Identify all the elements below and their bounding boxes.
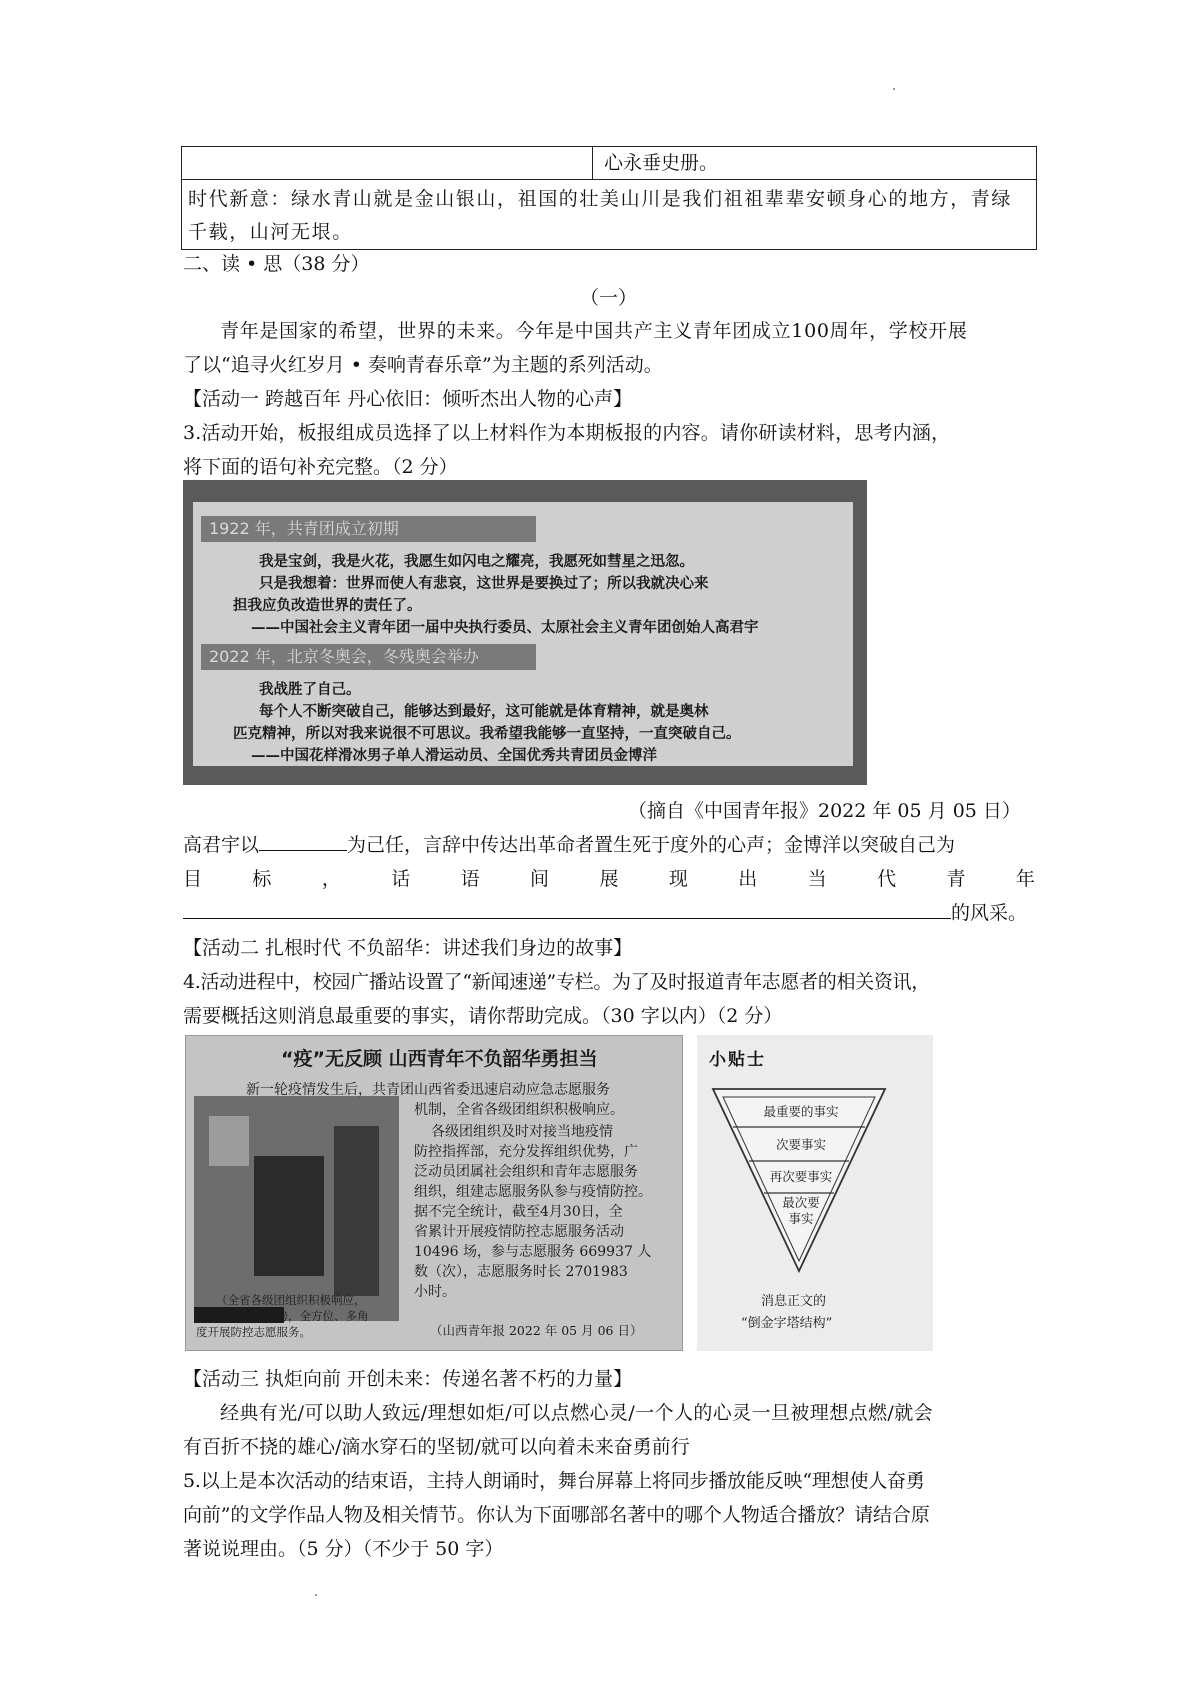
tip-badge: 小贴士	[709, 1050, 766, 1070]
poem-table	[181, 146, 1037, 250]
fill-line-spread	[183, 862, 1035, 896]
news-line: 防控指挥部，充分发挥组织优势，广	[414, 1144, 638, 1160]
fill-char: 当	[807, 868, 827, 890]
photo-region	[334, 1126, 379, 1296]
fill-char: 标	[252, 868, 272, 890]
news-line: 数（次），志愿服务时长 2701983	[414, 1264, 628, 1280]
citation: （摘自《中国青年报》2022 年 05 月 05 日）	[628, 800, 1021, 822]
table-rule	[182, 179, 1036, 180]
fill-char: 间	[530, 868, 550, 890]
table-row-text: 时代新意：绿水青山就是金山银山，祖国的壮美山川是我们祖祖辈辈安顿身心的地方，青绿千载，山河无垠。	[188, 188, 1013, 243]
table-divider	[592, 147, 593, 179]
fill-char: 目	[183, 868, 203, 890]
question-4-line: 4.活动进程中，校园广播站设置了“新闻速递”专栏。为了及时报道青年志愿者的相关资讯，	[183, 971, 930, 993]
fill-char: 代	[877, 868, 897, 890]
news-line: 10496 场，参与志愿服务 669937 人	[414, 1244, 652, 1260]
fill-char: 年	[1015, 868, 1035, 890]
intro-line: 了以“追寻火红岁月 • 奏响青春乐章”为主题的系列活动。	[183, 354, 663, 376]
news-line: 机制，全省各级团组织积极响应。	[414, 1102, 624, 1118]
pyramid-level: 事实	[788, 1211, 814, 1226]
photo-caption: （全省各级团组织积极响应，	[216, 1293, 366, 1307]
fill-char: 语	[460, 868, 480, 890]
fill-char: 话	[391, 868, 411, 890]
news-line: 据不完全统计，截至4月30日，全	[414, 1204, 623, 1220]
quote-source: ——中国花样滑冰男子单人滑运动员、全国优秀共青团员金博洋	[251, 747, 657, 764]
fill-line	[183, 828, 955, 862]
table-cell-continuation: 心永垂史册。	[604, 152, 719, 174]
news-photo	[194, 1096, 399, 1321]
activity1-title: 【活动一 跨越百年 丹心依旧：倾听杰出人物的心声】	[183, 388, 633, 410]
fill-char: 展	[599, 868, 619, 890]
fill-char: 青	[946, 868, 966, 890]
pyramid-level: 次要事实	[775, 1137, 826, 1152]
news-line: 省累计开展疫情防控志愿服务活动	[414, 1224, 624, 1240]
news-clipping-image	[185, 1035, 683, 1351]
news-line: 泛动员团属社会组织和青年志愿服务	[414, 1164, 638, 1180]
blackboard-panel	[193, 502, 853, 766]
closing-poem-line: 经典有光/可以助人致远/理想如炬/可以点燃心灵/一个人的心灵一旦被理想点燃/就会	[220, 1402, 934, 1424]
photo-caption: 充分发挥组织优势，全方位、多角	[196, 1309, 369, 1323]
news-title: “疫”无反顾 山西青年不负韶华勇担当	[281, 1048, 598, 1070]
question-5-line: 向前”的文学作品人物及相关情节。你认为下面哪部名著中的哪个人物适合播放？请结合原	[183, 1504, 930, 1526]
photo-region	[209, 1116, 249, 1166]
quote-source: ——中国社会主义青年团一届中央执行委员、太原社会主义青年团创始人高君宇	[251, 619, 759, 636]
question-4-line: 需要概括这则消息最重要的事实，请你帮助完成。（30 字以内）（2 分）	[183, 1005, 783, 1027]
question-5-line: 著说说理由。（5 分）（不少于 50 字）	[183, 1538, 504, 1560]
section-heading: 二、读 • 思（38 分）	[183, 253, 370, 275]
question-3-line: 将下面的语句补充完整。（2 分）	[183, 456, 458, 478]
fill-char: 出	[738, 868, 758, 890]
quote-line: 我战胜了自己。	[259, 681, 361, 698]
part-label: （一）	[580, 287, 638, 309]
photo-caption: 度开展防控志愿服务。	[196, 1325, 311, 1339]
question-3-line: 3.活动开始，板报组成员选择了以上材料作为本期板报的内容。请你研读材料，思考内涵，	[183, 422, 951, 444]
news-source: （山西青年报 2022 年 05 月 06 日）	[430, 1323, 643, 1338]
quote-line: 每个人不断突破自己，能够达到最好，这可能就是体育精神，就是奥林	[259, 703, 709, 720]
era-bar-2022: 2022 年，北京冬奥会，冬残奥会举办	[201, 644, 536, 670]
quote-line: 担我应负改造世界的责任了。	[233, 597, 422, 614]
fill-text: 高君宇以	[183, 834, 260, 856]
fill-char: 现	[668, 868, 688, 890]
fill-line	[183, 896, 1027, 930]
intro-line: 青年是国家的希望，世界的未来。今年是中国共产主义青年团成立100周年，学校开展	[220, 320, 968, 342]
closing-poem-line: 有百折不挠的雄心/滴水穿石的坚韧/就可以向着未来奋勇前行	[183, 1436, 690, 1458]
tip-card-image	[697, 1035, 933, 1351]
news-line: 组织，组建志愿服务队参与疫情防控。	[414, 1184, 652, 1200]
activity3-title: 【活动三 执炬向前 开创未来：传递名著不朽的力量】	[183, 1368, 633, 1390]
blackboard-image	[183, 480, 867, 785]
era-bar-1922: 1922 年，共青团成立初期	[201, 516, 536, 542]
scan-speck	[893, 88, 895, 90]
news-line: 新一轮疫情发生后，共青团山西省委迅速启动应急志愿服务	[246, 1082, 610, 1098]
scan-speck	[315, 1594, 317, 1596]
answer-blank[interactable]	[183, 896, 951, 919]
fill-text: 为己任，言辞中传达出革命者置生死于度外的心声；金博洋以突破自己为	[347, 834, 956, 856]
quote-line: 只是我想着：世界而使人有悲哀，这世界是要换过了；所以我就决心来	[259, 575, 709, 592]
fill-char: ，	[321, 868, 341, 890]
question-5-line: 5.以上是本次活动的结束语，主持人朗诵时，舞台屏幕上将同步播放能反映“理想使人奋勇	[183, 1470, 925, 1492]
pyramid-level: 最次要	[782, 1195, 820, 1210]
quote-line: 我是宝剑，我是火花，我愿生如闪电之耀亮，我愿死如彗星之迅忽。	[259, 553, 694, 570]
answer-blank[interactable]	[259, 828, 347, 851]
tip-footnote: 消息正文的	[761, 1294, 827, 1309]
news-line: 各级团组织及时对接当地疫情	[431, 1124, 613, 1140]
quote-line: 匹克精神，所以对我来说很不可思议。我希望我能够一直坚持，一直突破自己。	[233, 725, 741, 742]
pyramid-level: 最重要的事实	[763, 1104, 839, 1119]
fill-text: 的风采。	[951, 902, 1028, 924]
activity2-title: 【活动二 扎根时代 不负韶华：讲述我们身边的故事】	[183, 937, 633, 959]
photo-region	[254, 1156, 324, 1276]
tip-footnote: “倒金字塔结构”	[741, 1316, 833, 1331]
news-line: 小时。	[414, 1284, 456, 1300]
pyramid-level: 再次要事实	[769, 1169, 833, 1184]
